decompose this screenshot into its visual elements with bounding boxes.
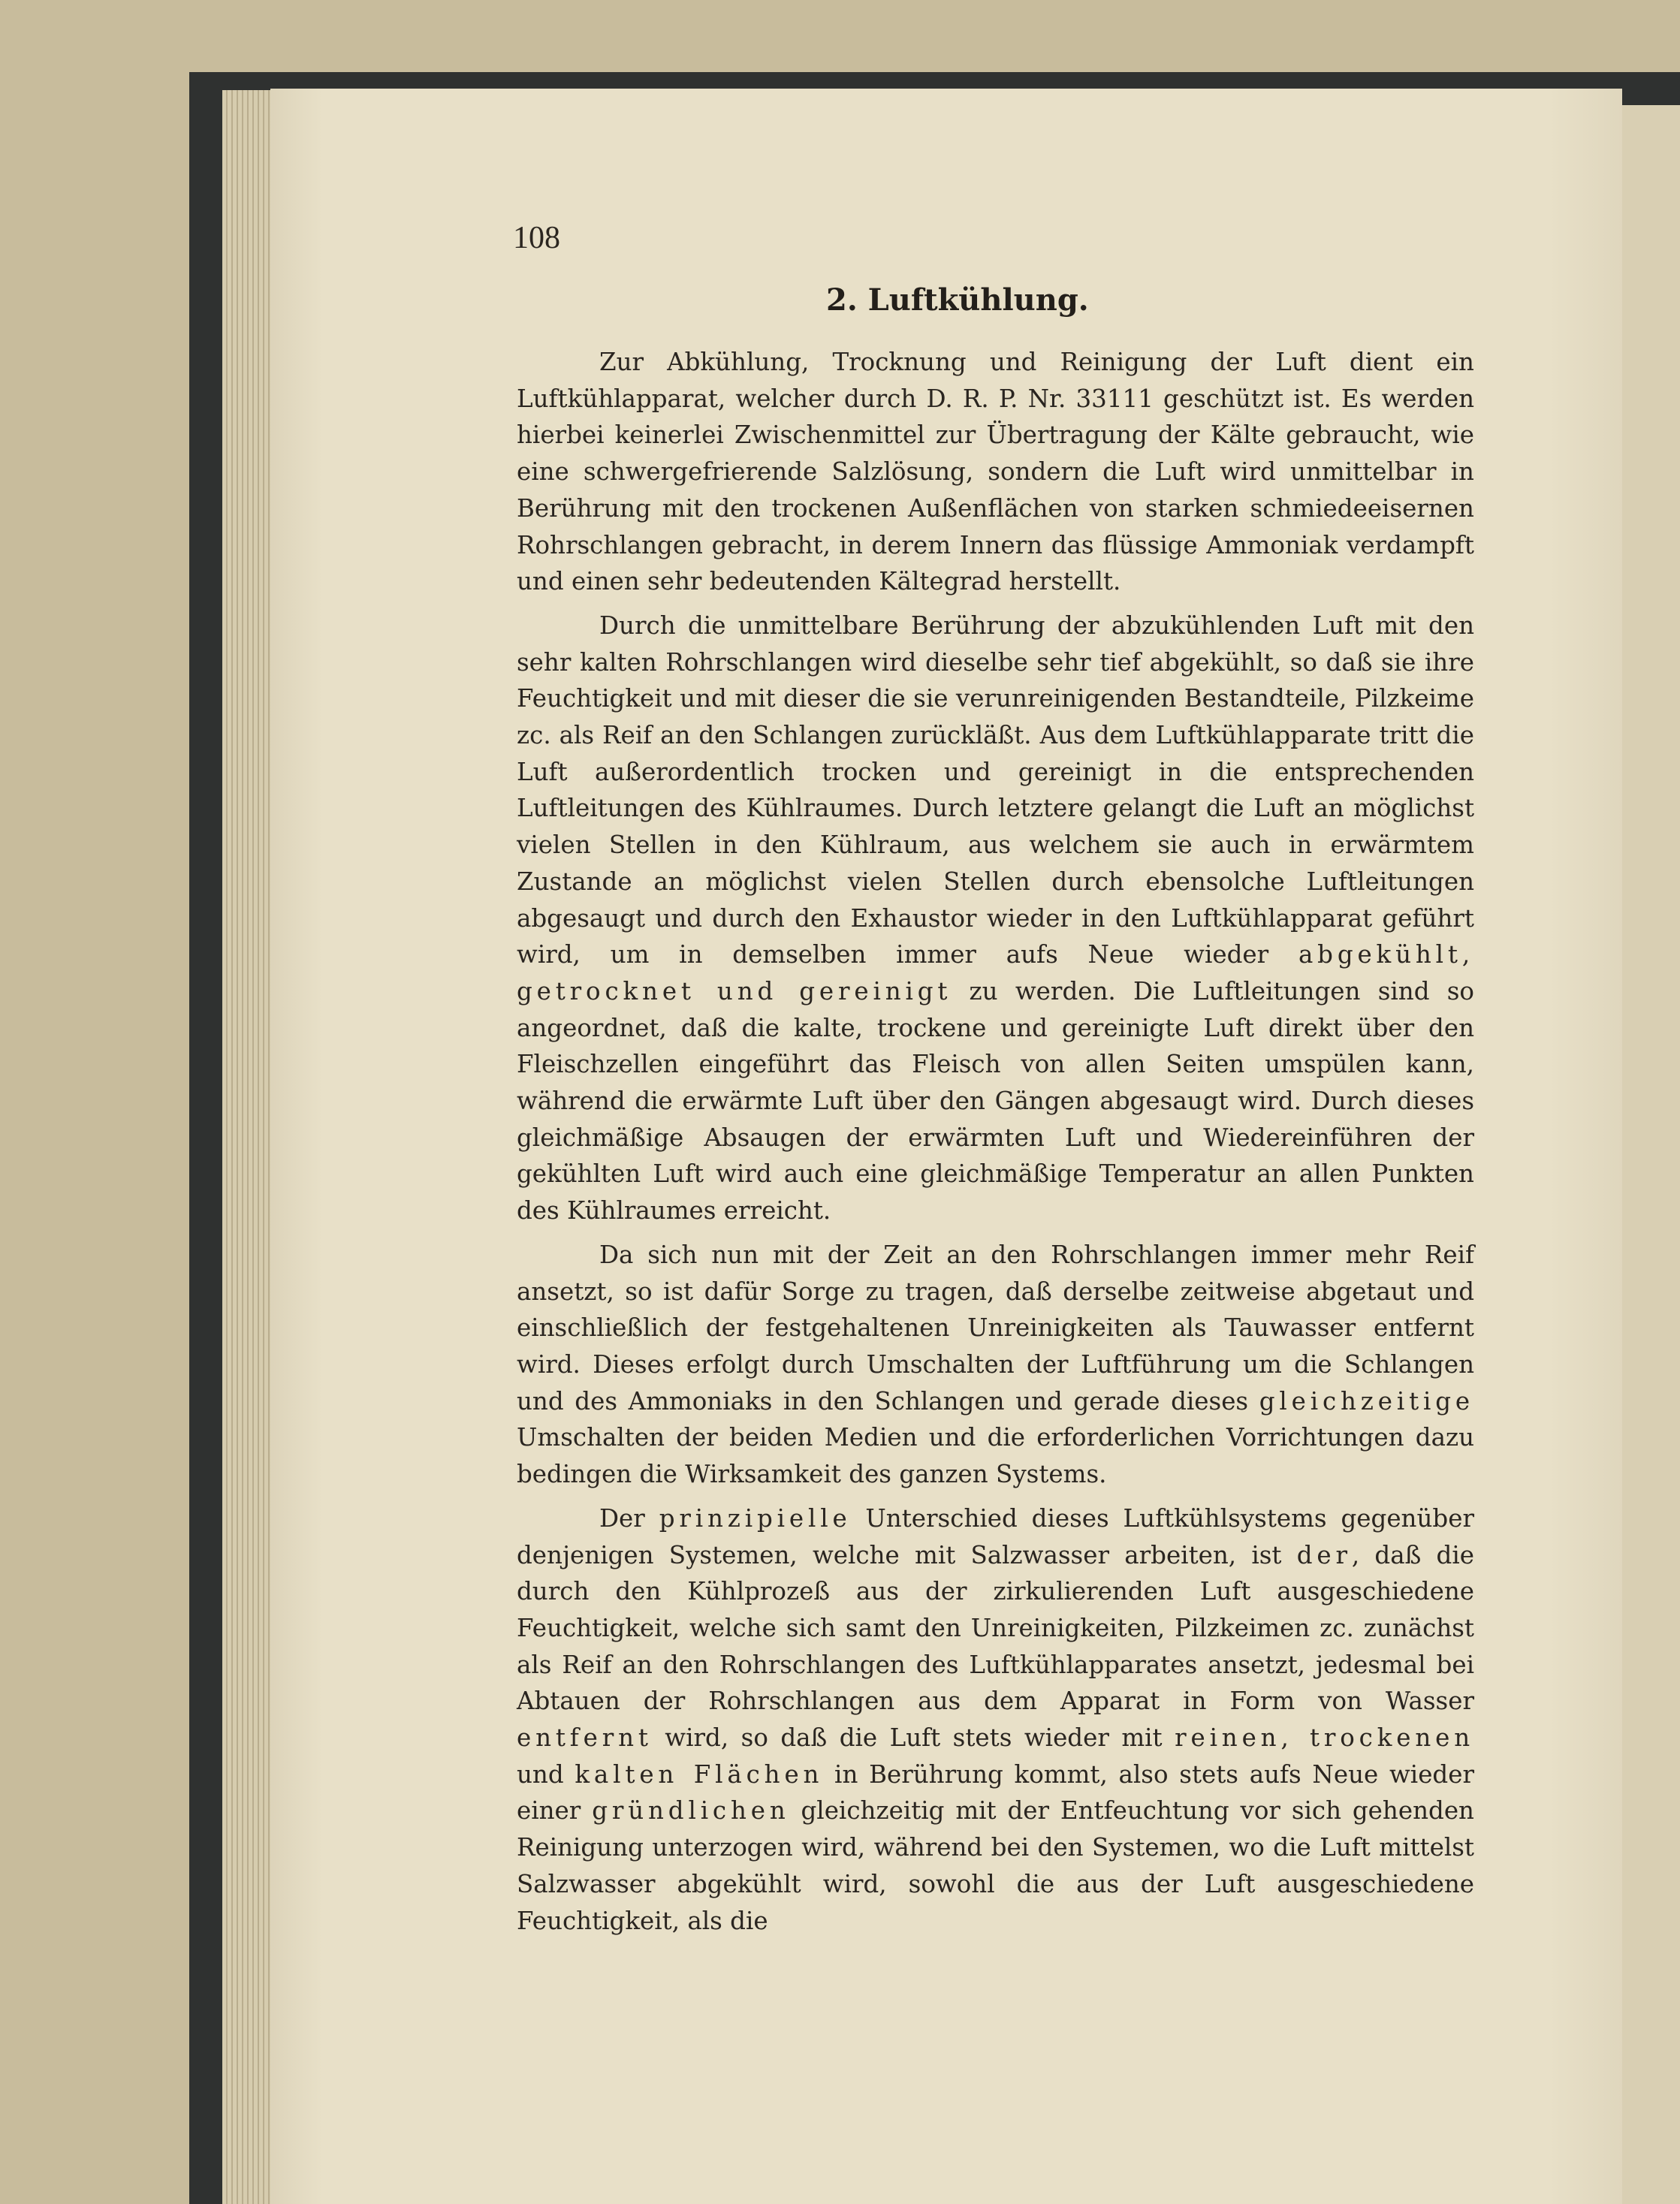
emphasis-spaced: der [1296,1540,1352,1569]
text-run: Umschalten der beiden Medien und die erforderlichen Vorrichtungen dazu bedingen die Wirksamkeit des ganzen Systems. [517,1423,1474,1489]
paragraph-4 [517,1500,1474,1939]
text-run: zu werden. Die Luftleitungen sind so angeordnet, daß die kalte, trockene und gereinigte Luft direkt über den Fleischzellen eingeführt das Fleisch von allen Seiten umspülen kann, während die erwärmte Luft über den Gängen abgesaugt wird. Durch dieses gleichmäßige Absaugen der erwärmten Luft und Wiedereinführen der gekühlten Luft wird auch eine gleichmäßige Temperatur an allen Punkten des Kühlraumes erreicht. [517,976,1474,1226]
emphasis-spaced: entfernt [517,1723,653,1753]
body-text [517,344,1474,1946]
text-run: Da sich nun mit der Zeit an den Rohrschlangen immer mehr Reif ansetzt, so ist dafür Sorge zu tragen, daß derselbe zeitweise abgetaut und einschließlich der festgehaltenen Unreinigkeiten als Tauwasser entfernt wird. Dieses erfolgt durch Umschalten der Luftführung um die Schlangen und des Ammoniaks in den Schlangen und gerade dieses [517,1240,1474,1416]
emphasis-spaced: kalten Flächen [575,1759,824,1789]
text-run: Durch die unmittelbare Berührung der abzukühlenden Luft mit den sehr kalten Rohrschlangen wird dieselbe sehr tief abgekühlt, so daß sie ihre Feuchtigkeit und mit dieser die sie verunreinigenden Bestandteile, Pilzkeime zc. als Reif an den Schlangen zurückläßt. Aus dem Luftkühlapparate tritt die Luft außerordentlich trocken und gereinigt in die entsprechenden Luftleitungen des Kühlraumes. Durch letztere gelangt die Luft an möglichst vielen Stellen in den Kühlraum, aus welchem sie auch in erwärmtem Zustande an möglichst vielen Stellen durch ebensolche Luftleitungen abgesaugt und durch den Exhaustor wieder in den Luftkühlapparat geführt wird, um in demselben immer aufs Neue wieder [517,611,1474,969]
text-run: und [517,1759,575,1789]
section-heading: 2. Luftkühlung. [826,282,1089,318]
text-run: gleichzeitig mit der Entfeuchtung vor sich gehenden Reinigung unterzogen wird, während bei den Systemen, wo die Luft mittelst Salzwasser abgekühlt wird, sowohl die aus der Luft ausgeschiedene Feuchtigkeit, als die [517,1796,1474,1935]
emphasis-spaced: gründlichen [592,1796,790,1826]
emphasis-spaced: prinzipielle [659,1503,852,1533]
page-number: 108 [513,221,560,255]
emphasis-spaced: abgekühlt, getrocknet und gereinigt [517,940,1474,1006]
emphasis-spaced: reinen, trockenen [1175,1723,1474,1753]
emphasis-spaced: gleichzeitige [1259,1386,1474,1416]
text-run: , daß die durch den Kühlprozeß aus der zirkulierenden Luft ausgeschiedene Feuchtigkeit, welche sich samt den Unreinigkeiten, Pilzkeimen zc. zunächst als Reif an den Rohrschlangen des Luftkühlapparates ansetzt, jedesmal bei Abtauen der Rohrschlangen aus dem Apparat in Form von Wasser [517,1540,1474,1716]
next-page-edge [1622,105,1680,2204]
text-run: wird, so daß die Luft stets wieder mit [652,1723,1175,1753]
text-run: Zur Abkühlung, Trocknung und Reinigung der Luft dient ein Luftkühlapparat, welcher durch D. R. P. Nr. 33111 geschützt ist. Es werden hierbei keinerlei Zwischenmittel zur Übertragung der Kälte gebraucht, wie eine schwergefrierende Salzlösung, sondern die Luft wird unmittelbar in Berührung mit den trockenen Außenflächen von starken schmiedeeisernen Rohrschlangen gebracht, in derem Innern das flüssige Ammoniak verdampft und einen sehr bedeutenden Kältegrad herstellt. [517,348,1474,596]
paragraph-3 [517,1237,1474,1493]
paragraph-1 [517,344,1474,600]
text-run: in Berührung kommt, also stets aufs Neue wieder einer [517,1759,1475,1826]
text-run: Der [599,1503,659,1533]
paragraph-2 [517,608,1474,1229]
text-run: Unterschied dieses Luftkühlsystems gegenüber denjenigen Systemen, welche mit Salzwasser arbeiten, ist [517,1503,1474,1569]
